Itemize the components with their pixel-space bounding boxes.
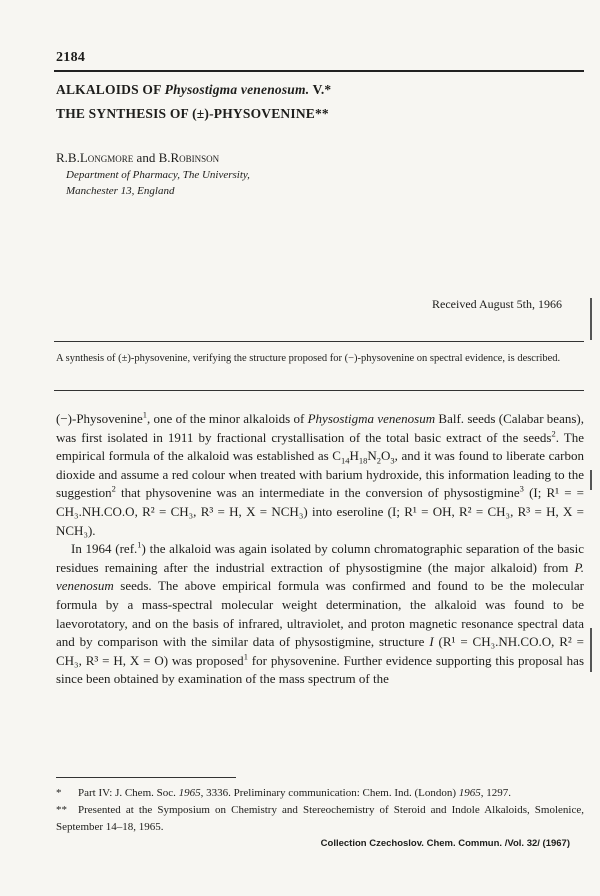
formula-subscript: 3 [390, 455, 395, 466]
footnote-2 [56, 802, 584, 836]
reference-marker: 3 [519, 484, 524, 495]
abstract: A synthesis of (±)-physovenine, verifying the structure proposed for (−)-physovenine on spectral evidence, is described. [56, 353, 561, 364]
page-number: 2184 [56, 50, 86, 65]
footnote-marker: ** [56, 804, 67, 816]
abstract-top-rule [54, 341, 584, 342]
text-run: Presented at the Symposium on Chemistry and Stereochemistry of Steroid and Indole Alkaloids, Smolenice, September 14–18, 1965. [56, 804, 584, 833]
text-run: for physovenine. Further evidence supporting this proposal has since been obtained by examination of the mass spectrum of the [56, 652, 584, 687]
reference-marker: 1 [142, 409, 148, 420]
body-text [56, 410, 584, 689]
reference-marker: 2 [551, 428, 556, 439]
text-run: Balf. seeds (Calabar beans), was first isolated in 1911 by fractional crystallisation of the total basic extract of the seeds [56, 411, 584, 445]
formula-subscript: 18 [358, 455, 368, 466]
affiliation-line-1: Department of Pharmacy, The University, [66, 169, 250, 181]
scan-edge-mark [590, 298, 592, 340]
author-1-surname: Longmore [79, 150, 134, 165]
title-suffix: V.* [309, 82, 332, 97]
footnote-1 [56, 785, 584, 802]
text-run: . The empirical formula of the alkaloid was established as C [56, 429, 584, 464]
footnote-rule [56, 777, 236, 778]
reference-marker: 1 [243, 651, 248, 662]
text-run: Part IV: J. Chem. Soc. [78, 787, 179, 799]
received-date: Received August 5th, 1966 [432, 297, 562, 311]
author-2-surname: Robinson [170, 150, 220, 165]
title-line-2: THE SYNTHESIS OF (±)-PHYSOVENINE** [56, 106, 329, 121]
title-line-1 [56, 82, 331, 98]
text-run: N [367, 448, 377, 464]
title-prefix: ALKALOIDS OF [56, 82, 165, 97]
authors-and: and [133, 150, 159, 165]
journal-footer: Collection Czechoslov. Chem. Commun. /Vol. 32/ (1967) [320, 838, 570, 849]
species-name: P. venenosum [56, 559, 584, 594]
species-name: Physostigma venenosum [307, 411, 436, 426]
affiliation-line-2: Manchester 13, England [66, 185, 175, 197]
author-2-initials: B. [158, 150, 171, 165]
text-run: (I; R¹ = = CH₃.NH.CO.O, R² = CH₃, R³ = H, X = NCH₃) into eseroline (I; R¹ = OH, R² = CH₃, R³ = H, X = NCH₃). [56, 485, 584, 538]
text-run: , 1297. [480, 787, 512, 799]
text-run: (R¹ = CH₃.NH.CO.O, R² = CH₃, R³ = H, X = O) was proposed [56, 634, 584, 668]
text-run: , and it was found to liberate carbon dioxide and assume a red colour when treated with barium hydroxide, this information leading to the suggestion [56, 448, 584, 501]
text-run: , 3336. Preliminary communication: Chem. Ind. (London) [200, 787, 459, 799]
citation-year: 1965 [178, 787, 201, 799]
text-run: that physovenine was an intermediate in the conversion of physostigmine [115, 485, 520, 501]
text-run: , one of the minor alkaloids of [147, 411, 308, 426]
footnotes [56, 785, 584, 836]
text-run: ) the alkaloid was again isolated by column chromatographic separation of the basic residues remaining after the industrial extraction of physostigmine (the major alkaloid) from [56, 541, 584, 575]
footnote-marker: * [56, 787, 62, 799]
abstract-bottom-rule [54, 390, 584, 391]
reference-marker: 1 [137, 539, 142, 550]
author-1-initials: R.B. [56, 150, 80, 165]
text-run: (−)-Physovenine [56, 411, 143, 426]
title-species: Physostigma venenosum. [164, 82, 310, 97]
reference-marker: 2 [111, 484, 116, 495]
authors [56, 150, 219, 166]
scan-edge-mark [590, 628, 592, 672]
structure-label: I [429, 634, 434, 650]
formula-subscript: 2 [376, 455, 382, 466]
scan-edge-mark [590, 470, 592, 490]
citation-year: 1965 [458, 787, 481, 799]
paragraph-2 [56, 540, 584, 689]
text-run: seeds. The above empirical formula was confirmed and found to be the molecular formula by a mass-spectral molecular weight determination, the alkaloid was found to be laevorotatory, and on the basis of infrared, ultraviolet, and proton magnetic resonance spectral data and by comparison with the similar data of physostigmine, structure [56, 578, 584, 650]
formula-subscript: 14 [340, 455, 350, 466]
header-rule [54, 70, 584, 72]
text-run: H [349, 448, 359, 464]
text-run: In 1964 (ref. [71, 541, 138, 557]
text-run: O [381, 448, 391, 464]
paragraph-1 [56, 410, 584, 540]
